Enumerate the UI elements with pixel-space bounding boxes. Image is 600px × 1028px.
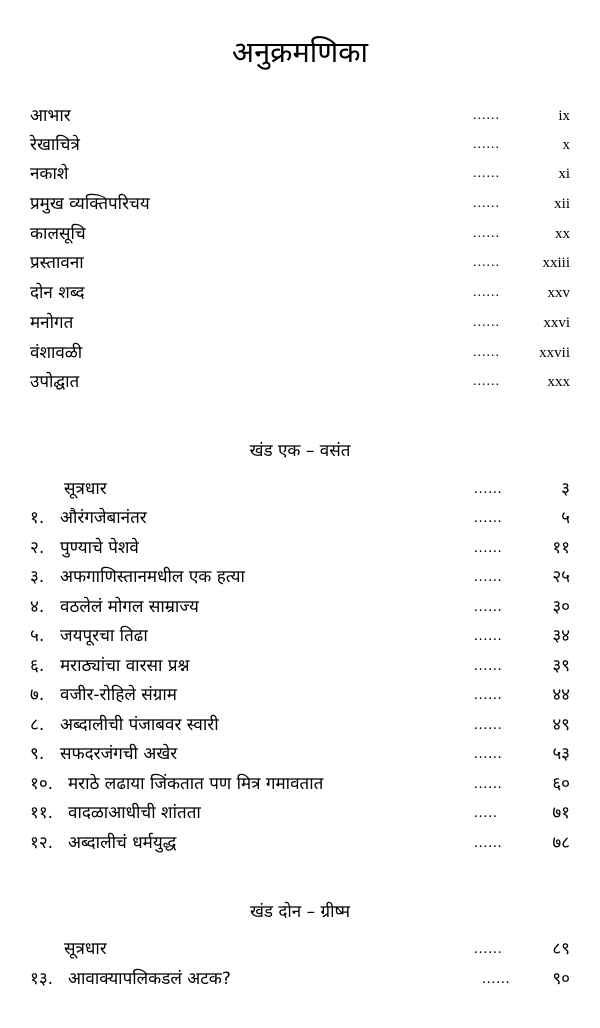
chapter-row[interactable] [30,474,570,504]
chapter-number: ११. [30,803,54,823]
leader-dots: ...... [474,776,503,792]
page-number: ३० [552,597,570,617]
chapter-title: औरंगजेबानंतर [60,508,147,528]
front-matter-row[interactable] [30,308,570,338]
chapter-number: ६. [30,656,45,676]
entry-label: दोन शब्द [30,283,85,303]
entry-label: कालसूचि [30,224,86,244]
leader-dots: ...... [474,540,503,556]
leader-dots: ...... [473,255,500,270]
chapter-row[interactable] [30,828,570,858]
chapter-number: १०. [30,774,54,794]
chapter-row[interactable] [30,503,570,533]
page-number: xxv [547,285,570,301]
leader-dots: ...... [474,658,503,674]
chapter-title: वठलेलं मोगल साम्राज्य [60,597,199,617]
chapter-number: ५. [30,626,45,646]
page-number: xxvii [539,345,570,361]
page-number: २५ [552,567,570,587]
front-matter-row[interactable] [30,130,570,160]
leader-dots: ...... [482,971,511,987]
page-number: xx [555,226,570,242]
leader-dots: ...... [473,166,500,181]
chapter-number: १२. [30,833,54,853]
page-title: अनुक्रमणिका [231,35,369,69]
chapter-row[interactable] [30,769,570,799]
leader-dots: ...... [474,941,503,957]
page-number: ४९ [552,715,570,735]
front-matter-row[interactable] [30,101,570,131]
front-matter-row[interactable] [30,338,570,368]
page-number: ५३ [552,744,570,764]
page-number: x [562,137,570,153]
front-matter-row[interactable] [30,159,570,189]
part-one-heading: खंड एक – वसंत [249,441,351,461]
chapter-row[interactable] [30,533,570,563]
page-number: ३ [561,479,570,499]
page-number: ५ [561,508,570,528]
chapter-title: मराठ्यांचा वारसा प्रश्न [60,656,190,676]
entry-label: वंशावळी [30,343,83,363]
chapter-row[interactable] [30,710,570,740]
page-number: ३४ [552,626,570,646]
leader-dots: ...... [473,315,500,330]
leader-dots: ...... [474,746,503,762]
leader-dots: ...... [474,481,503,497]
page-number: ८९ [552,939,570,959]
chapter-title: जयपूरचा तिढा [60,626,148,646]
chapter-title: अफगाणिस्तानमधील एक हत्या [60,567,245,587]
chapter-row[interactable] [30,934,570,964]
chapter-title: वजीर-रोहिले संग्राम [60,685,177,705]
leader-dots: ...... [473,226,500,241]
leader-dots: ...... [474,569,503,585]
page-number: ११ [552,538,570,558]
leader-dots: ...... [473,374,500,389]
leader-dots: ...... [473,345,500,360]
leader-dots: ..... [474,805,498,821]
front-matter-row[interactable] [30,189,570,219]
part-two-heading: खंड दोन – ग्रीष्म [249,902,351,922]
page-number: xxvi [543,315,570,331]
chapter-row[interactable] [30,680,570,710]
entry-label: मनोगत [30,313,74,333]
front-matter-row[interactable] [30,367,570,397]
chapter-title: सूत्रधार [64,939,107,959]
leader-dots: ...... [473,285,500,300]
chapter-row[interactable] [30,651,570,681]
chapter-number: ९. [30,744,45,764]
entry-label: प्रस्तावना [30,253,84,273]
chapter-title: पुण्याचे पेशवे [60,538,139,558]
chapter-title: अब्दालीची पंजाबवर स्वारी [60,715,219,735]
chapter-row[interactable] [30,739,570,769]
entry-label: नकाशे [30,164,69,184]
entry-label: प्रमुख व्यक्तिपरिचय [30,194,150,214]
chapter-number: ३. [30,567,45,587]
chapter-number: १३. [30,969,54,989]
chapter-row[interactable] [30,562,570,592]
page-number: ix [558,108,570,124]
leader-dots: ...... [473,108,500,123]
leader-dots: ...... [474,510,503,526]
page-number: ९० [552,969,570,989]
leader-dots: ...... [474,687,503,703]
page-number: ७१ [552,803,570,823]
chapter-row[interactable] [30,964,570,994]
page-number: ४४ [552,685,570,705]
chapter-title: सफदरजंगची अखेर [60,744,178,764]
page-number: xi [558,166,570,182]
chapter-number: ७. [30,685,45,705]
chapter-title: आवाक्यापलिकडलं अटक? [68,969,231,989]
leader-dots: ...... [473,137,500,152]
leader-dots: ...... [473,196,500,211]
page-number: ६० [552,774,570,794]
front-matter-row[interactable] [30,219,570,249]
page-number: xii [554,196,570,212]
front-matter-row[interactable] [30,278,570,308]
leader-dots: ...... [474,628,503,644]
chapter-row[interactable] [30,798,570,828]
leader-dots: ...... [474,835,503,851]
chapter-number: १. [30,508,45,528]
entry-label: आभार [30,106,71,126]
chapter-title: सूत्रधार [64,479,107,499]
leader-dots: ...... [474,599,503,615]
chapter-number: ८. [30,715,45,735]
chapter-row[interactable] [30,621,570,651]
entry-label: रेखाचित्रे [30,135,80,155]
front-matter-row[interactable] [30,248,570,278]
entry-label: उपोद्घात [30,372,80,392]
page-number: ७८ [552,833,570,853]
chapter-title: वादळाआधीची शांतता [68,803,201,823]
page-number: ३९ [552,656,570,676]
chapter-row[interactable] [30,592,570,622]
chapter-title: मराठे लढाया जिंकतात पण मित्र गमावतात [68,774,324,794]
page-number: xxx [547,374,570,390]
chapter-title: अब्दालीचं धर्मयुद्ध [68,833,177,853]
chapter-number: ४. [30,597,45,617]
page-number: xxiii [542,255,570,271]
chapter-number: २. [30,538,45,558]
leader-dots: ...... [474,717,503,733]
